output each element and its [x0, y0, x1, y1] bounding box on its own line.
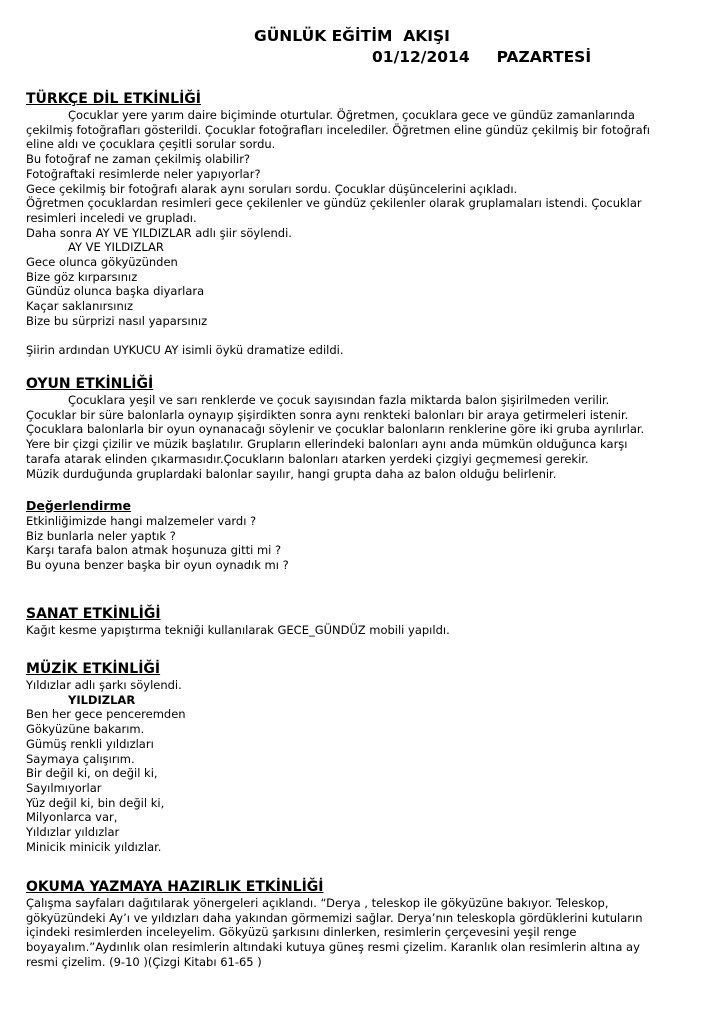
paragraph-line: gökyüzündeki Ay’ı ve yıldızları daha yakından görmemizi sağlar. Derya’nın teleskopla gördüklerini kutuların [26, 910, 643, 925]
paragraph-line: Çocuklar bir süre balonlarla oynayıp şişirdikten sonra aynı renkteki balonları bir araya getirmeleri istenir. [26, 407, 629, 422]
oyun-heading: OYUN ETKİNLİĞİ [26, 376, 154, 392]
poem-line: Gece olunca gökyüzünden [26, 255, 178, 270]
closing-line: Şiirin ardından UYKUCU AY isimli öykü dramatize edildi. [26, 343, 344, 358]
song-title: YILDIZLAR [68, 692, 136, 707]
paragraph-line: Öğretmen çocuklardan resimleri gece çekilenler ve gündüz çekilenler olarak gruplamaları istendi. Çocuklar [26, 196, 642, 211]
oyun-body [26, 393, 696, 481]
paragraph-line: Yere bir çizgi çizilir ve müzik başlatılır. Grupların ellerindeki balonları aynı anda mümkün olduğunca karşı [26, 437, 628, 452]
turkce-heading: TÜRKÇE DİL ETKİNLİĞİ [26, 91, 201, 107]
paragraph-line: Daha sonra AY VE YILDIZLAR adlı şiir söylendi. [26, 225, 292, 240]
okuma-heading: OKUMA YAZMAYA HAZIRLIK ETKİNLİĞİ [26, 879, 324, 895]
paragraph-line: resimleri inceledi ve grupladı. [26, 210, 197, 225]
evaluation-heading: Değerlendirme [26, 498, 132, 513]
paragraph-line: Gece çekilmiş bir fotoğrafı alarak aynı soruları sordu. Çocuklar düşüncelerini açıkladı. [26, 181, 518, 196]
okuma-body [26, 896, 696, 970]
poem-line: Bize göz kırparsınız [26, 269, 138, 284]
paragraph-line: Çocuklara yeşil ve sarı renklerde ve çocuk sayısından fazla miktarda balon şişirilmeden verilir. [68, 393, 610, 407]
paragraph-line: eline aldı ve çocuklara çeşitli sorular sordu. [26, 137, 276, 152]
poem-title: AY VE YILDIZLAR [68, 240, 164, 255]
muzik-section [26, 660, 696, 854]
poem-line: Kaçar saklanırsınız [26, 299, 133, 314]
song-line: Milyonlarca var, [26, 810, 118, 825]
title-date-day: 01/12/2014 PAZARTESİ [372, 48, 592, 66]
song-line: Saymaya çalışırım. [26, 751, 135, 766]
question-line: Bu fotoğraf ne zaman çekilmiş olabilir? [26, 152, 251, 167]
song-line: Yüz değil ki, bin değil ki, [26, 795, 165, 810]
evaluation-body [26, 514, 696, 573]
title-line-1: GÜNLÜK EĞİTİM AKIŞI [254, 27, 450, 45]
paragraph-line: içindeki resimlerden inceleyelim. Gökyüzü şarkısını dinlerken, resimlerin çerçevesini yeşil renge [26, 925, 577, 940]
song-line: Gümüş renkli yıldızları [26, 736, 154, 751]
sanat-body [26, 623, 696, 638]
okuma-section [26, 878, 696, 970]
song-line: Yıldızlar yıldızlar [26, 825, 120, 840]
paragraph-line: boyayalım.”Aydınlık olan resimlerin altındaki kutuya güneş resmi çizelim. Karanlık olan resimlerin altına ay [26, 940, 640, 955]
song-line: Sayılmıyorlar [26, 780, 102, 795]
sanat-heading: SANAT ETKİNLİĞİ [26, 606, 161, 622]
turkce-body [26, 108, 696, 358]
paragraph-line: Müzik durduğunda gruplardaki balonlar sayılır, hangi grupta daha az balon olduğu belirlenir. [26, 466, 557, 481]
paragraph-line: Çocuklara balonlarla bir oyun oynanacağı söylenir ve çocuklar balonların renklerine göre iki gruba ayrılırlar. [26, 422, 645, 437]
question-line: Etkinliğimizde hangi malzemeler vardı ? [26, 514, 257, 528]
song-line: Bir değil ki, on değil ki, [26, 766, 158, 781]
poem-line: Gündüz olunca başka diyarlara [26, 284, 205, 299]
evaluation-section [26, 498, 696, 573]
paragraph-line: Kağıt kesme yapıştırma tekniği kullanılarak GECE_GÜNDÜZ mobili yapıldı. [26, 623, 450, 637]
paragraph-line: Çocuklar yere yarım daire biçiminde oturtular. Öğretmen, çocuklara gece ve gündüz zamanlarında [68, 108, 635, 122]
oyun-section [26, 375, 696, 481]
muzik-body [26, 678, 696, 854]
song-line: Gökyüzüne bakarım. [26, 722, 145, 737]
question-line: Karşı tarafa balon atmak hoşunuza gitti mi ? [26, 543, 282, 558]
sanat-section [26, 605, 696, 638]
paragraph-line: resmi çizelim. (9-10 )(Çizgi Kitabı 61-65 ) [26, 954, 262, 969]
muzik-heading: MÜZİK ETKİNLİĞİ [26, 661, 161, 677]
intro-line: Yıldızlar adlı şarkı söylendi. [26, 678, 182, 692]
question-line: Biz bunlarla neler yaptık ? [26, 528, 176, 543]
poem-line: Bize bu sürprizi nasıl yaparsınız [26, 313, 208, 328]
song-line: Minicik minicik yıldızlar. [26, 839, 162, 854]
paragraph-line: tarafa atarak elinden çıkarmasıdır.Çocukların balonları atarken yerdeki çizgiyi geçmemesi gerekir. [26, 451, 589, 466]
paragraph-line: Çalışma sayfaları dağıtılarak yönergeleri açıklandı. “Derya , teleskop ile gökyüzüne bakıyor. Teleskop, [26, 896, 609, 910]
question-line: Bu oyuna benzer başka bir oyun oynadık mı ? [26, 558, 289, 573]
paragraph-line: çekilmiş fotoğrafları gösterildi. Çocuklar fotoğrafları incelediler. Öğretmen eline gündüz çekilmiş bir fotoğrafı [26, 122, 650, 137]
turkce-section [26, 90, 696, 358]
song-line: Ben her gece penceremden [26, 707, 186, 722]
question-line: Fotoğraftaki resimlerde neler yapıyorlar? [26, 166, 261, 181]
